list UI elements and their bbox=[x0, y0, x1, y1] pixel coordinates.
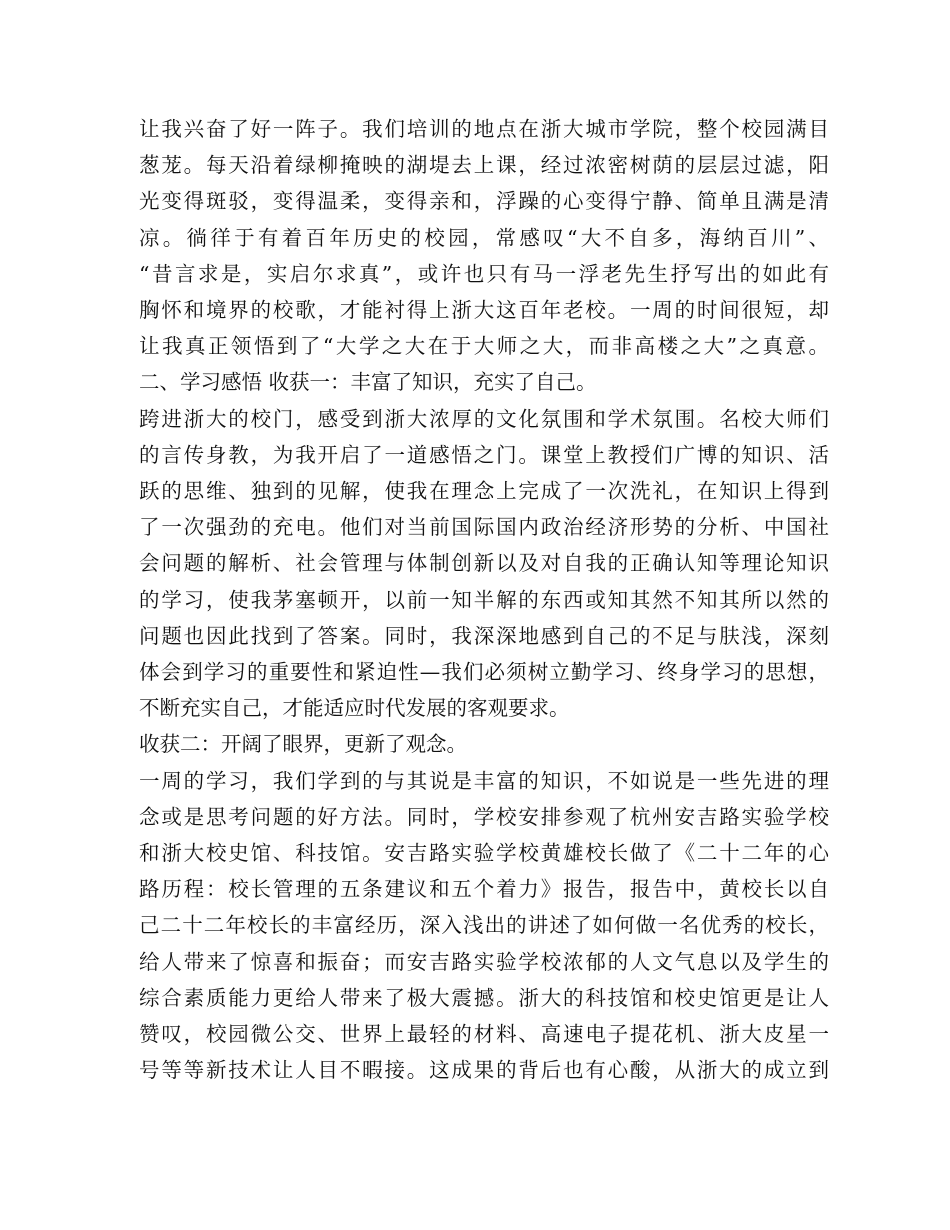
text-line: 路历程：校长管理的五条建议和五个着力》报告，报告中，黄校长以自 bbox=[139, 877, 829, 902]
text-line: 赞叹，校园微公交、世界上最轻的材料、高速电子提花机、浙大皮星一 bbox=[139, 1022, 829, 1047]
text-line: 己二十二年校长的丰富经历，深入浅出的讲述了如何做一名优秀的校长， bbox=[139, 913, 829, 938]
text-line: 体会到学习的重要性和紧迫性—我们必须树立勤学习、终身学习的思想， bbox=[139, 660, 829, 685]
text-line: 会问题的解析、社会管理与体制创新以及对自我的正确认知等理论知识 bbox=[139, 551, 829, 576]
text-line: 号等等新技术让人目不暇接。这成果的背后也有心酸，从浙大的成立到 bbox=[139, 1058, 829, 1083]
text-line: 和浙大校史馆、科技馆。安吉路实验学校黄雄校长做了《二十二年的心 bbox=[139, 841, 829, 866]
text-line: 胸怀和境界的校歌，才能衬得上浙大这百年老校。一周的时间很短，却 bbox=[139, 298, 829, 323]
text-line: 二、学习感悟 收获一：丰富了知识，充实了自己。 bbox=[139, 370, 597, 395]
text-line: 的学习，使我茅塞顿开，以前一知半解的东西或知其然不知其所以然的 bbox=[139, 587, 829, 612]
text-line: 光变得斑驳，变得温柔，变得亲和，浮躁的心变得宁静、简单且满是清 bbox=[139, 189, 829, 214]
text-line: 的言传身教，为我开启了一道感悟之门。课堂上教授们广博的知识、活 bbox=[139, 442, 829, 467]
text-line: 不断充实自己，才能适应时代发展的客观要求。 bbox=[139, 696, 570, 721]
text-line: 问题也因此找到了答案。同时，我深深地感到自己的不足与肤浅，深刻 bbox=[139, 623, 829, 648]
text-line: 凉。徜徉于有着百年历史的校园，常感叹“大不自多，海纳百川”、 bbox=[139, 225, 829, 250]
text-line: 葱茏。每天沿着绿柳掩映的湖堤去上课，经过浓密树荫的层层过滤，阳 bbox=[139, 153, 829, 178]
text-line: 念或是思考问题的好方法。同时，学校安排参观了杭州安吉路实验学校 bbox=[139, 804, 829, 829]
text-line: 综合素质能力更给人带来了极大震撼。浙大的科技馆和校史馆更是让人 bbox=[139, 985, 829, 1010]
text-line: 让我兴奋了好一阵子。我们培训的地点在浙大城市学院，整个校园满目 bbox=[139, 117, 829, 141]
text-line: 了一次强劲的充电。他们对当前国际国内政治经济形势的分析、中国社 bbox=[139, 515, 829, 540]
text-line: “昔言求是，实启尔求真”，或许也只有马一浮老先生抒写出的如此有 bbox=[139, 261, 829, 286]
text-line: 跨进浙大的校门，感受到浙大浓厚的文化氛围和学术氛围。名校大师们 bbox=[139, 406, 829, 431]
text-line: 一周的学习，我们学到的与其说是丰富的知识，不如说是一些先进的理 bbox=[139, 768, 829, 793]
text-line: 收获二：开阔了眼界，更新了观念。 bbox=[139, 732, 467, 757]
document-body bbox=[139, 111, 829, 1088]
text-line: 跃的思维、独到的见解，使我在理念上完成了一次洗礼，在知识上得到 bbox=[139, 479, 829, 504]
text-line: 让我真正领悟到了“大学之大在于大师之大，而非高楼之大”之真意。 bbox=[139, 334, 829, 359]
text-line: 给人带来了惊喜和振奋；而安吉路实验学校浓郁的人文气息以及学生的 bbox=[139, 949, 829, 974]
